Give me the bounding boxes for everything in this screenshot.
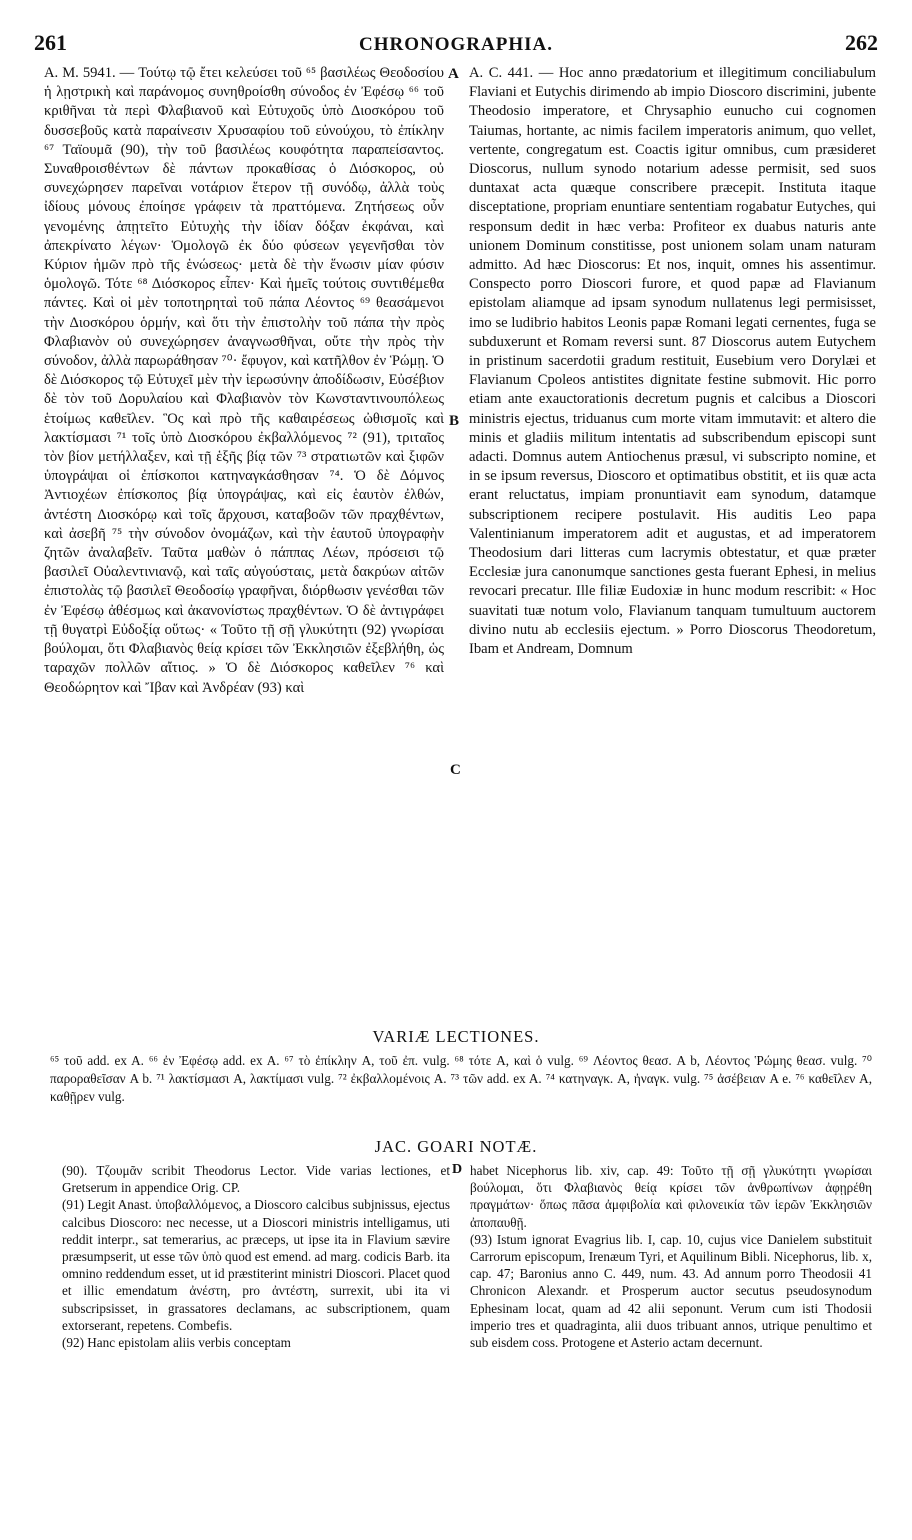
note-91: (91) Legit Anast. ὑποβαλλόμενος, a Dioscoro calcibus subjnissus, ejectus calcibus Dioscoro: nec necesse, ut a Dioscori ministris intelligamus, uti reddit interpr., sat temerarius, ac præceps, ut ipse ita in Flavium sævire præsumpserit, ut esse τῶν ὑπὸ quod est emend. ad marg. codicis Barb. ita omnino reddendum esset, ut id præstiterint ministri Dioscori. Placet quod et illic emendatum ἀνέστη, pro ἀντέστη, surrexit, ubi ita vi subscripsisset, in grassatores declamans, ac subscriptionem, quam extorserant, repetens. Combefis. [62,1197,450,1333]
margin-letter-d: D [452,1162,463,1177]
margin-letter-b: B [449,413,460,429]
note-92-continued: habet Nicephorus lib. xiv, cap. 49: Τοῦτο τῇ σῇ γλυκύτητι γνωρίσαι βούλομαι, ὅτι Φλαβιανὸς θείᾳ κρίσει τῶν ἀνθρωπίνων ἀφῃρέθη πραγμάτων· ὅπως πᾶσα ἀμφιβολία καὶ φιλονεικία τῶν ἱερῶν Ἐκκλησιῶν ἀποπαυθῇ. [470,1163,872,1230]
notes-right-column [470,1162,872,1351]
left-page-number: 261 [34,30,67,55]
right-page-number: 262 [844,30,878,55]
running-header [34,30,878,62]
latin-paragraph: A. C. 441. — Hoc anno prædatorium et illegitimum conciliabulum Flaviani et Eutychis dirimendo ab impio Dioscoro discrimini, jubente Theodosio imperatore, et Chrysaphio eunucho cui cognomen Taiumas, hortante, ac nimis facilem imperatoris animum, quo vellet, vertente, congregatum est. Coactis igitur omnibus, cum præsideret Dioscorus, nullum synodo notarium adesse permisit, sed suos duntaxat acta quæque conscribere præcepit. Instituta itaque disceptatione, propriam enuntiare sententiam rogabatur Eutyches, qui responsum dedit in hæc verba: Profiteor ex duabus naturis ante unionem Dominum constitisse, post unionem solam unam naturam admitto. Ad hæc Dioscorus: Et nos, inquit, omnes his assentimur. Conspecto porro Dioscori furore, et quod papæ ad Flavianum epistolam aliamque ad ipsam synodum nullatenus legi permisisset, imo se ludibrio habitos Leonis papæ Romani legati cernentes, fuga se subduxerunt et Romam reversi sunt. 87 Dioscorus autem Eutychem in pristinum sacerdotii gradum restituit, Eusebium vero Dorylæi et Flavianum Cpoleos antistites dignitate festine submovit. Hic porro etiam ante exauctorationis decretum pugnis et calcibus a Dioscori ministris ejectus, triduanus cum morte vitam immutavit: et altero die minis et gladiis militum intentatis ad subscribendum episcopi sunt adacti. Domnus autem Antiochenus præsul, vi subscripto nomine, et in se ipsum reversus, Dioscoro et optimatibus obstitit, et iis quæ acta erant reluctatus, impiam pronuntiavit eam synodum, datamque subscriptionem recipere postulavit. His auditis Leo papa Valentinianum imperatorem adit et augustas, et ad imperatorem Theodosium dari litteras cum lacrymis obtestatur, et quæ præter Ecclesiæ jura canonumque sanctiones gesta fuerant Ephesi, in melius revocari precatur. Ille filiæ Eudoxiæ in hunc modum rescribit: « Hoc suavitati tuæ notum volo, Flavianum tanquam tumultuum auctorem divino nutu ab ecclesiis ejectum. » Porro Dioscorus Theodoretum, Ibam et Andream, Domnum [469,65,876,658]
margin-letter-c: C [450,762,461,778]
notae-heading: JAC. GOARI NOTÆ. [374,1137,538,1156]
greek-paragraph: A. M. 5941. — Τούτῳ τῷ ἔτει κελεύσει τοῦ ⁶⁵ βασιλέως Θεοδοσίου ἡ λῃστρικὴ καὶ παράνομος συνηθροίσθη σύνοδος ἐν Ἐφέσῳ ⁶⁶ τοῦ κριθῆναι τὰ περὶ Φλαβιανοῦ καὶ Εὐτυχοῦς ὑπὸ Διοσκόρου τοῦ δυσσεβοῦς κατὰ παραίνεσιν Χρυσαφίου τοῦ εὐνούχου, τὸ ἐπίκλην ⁶⁷ Ταϊουμᾶ (90), τὴν τοῦ βασιλέως κουφότητα παραπείσαντος. Συναθροισθέντων δὲ πάντων προκαθίσας ὁ Διόσκορος, οὐ συνεχώρησεν παρεῖναι νοτάριον ἕτερον τῇ συνόδῳ, ἀλλὰ τοὺς ἰδίους μόνους ἐποίησε γράφειν τὰ πραττόμενα. Ζητήσεως οὖν γενομένης ἀπῃτεῖτο Εὐτυχὴς τὴν ἰδίαν δόξαν ἐκφάναι, καὶ ἀπεκρίνατο λέγων· Ὁμολογῶ ἐκ δύο φύσεων γεγενῆσθαι τὸν Κύριον ἡμῶν πρὸ τῆς ἑνώσεως· μετὰ δὲ τὴν ἕνωσιν μίαν φύσιν ὁμολογῶ. Τότε ⁶⁸ Διόσκορος εἶπεν· Καὶ ἡμεῖς τούτοις συντιθέμεθα πάντες. Καὶ οἱ μὲν τοποτηρηταὶ τοῦ πάπα Λέοντος ⁶⁹ θεασάμενοι τὴν Διοσκόρου ὁρμήν, καὶ ὅτι τὴν ἐπιστολὴν τοῦ πάπα τὴν πρὸς Φλαβιανὸν οὐ συνεχώρησεν ἀναγνωσθῆναι, οὔτε τὴν πρὸς τὴν σύνοδον, ἀλλὰ παρωράθησαν ⁷⁰· ἔφυγον, καὶ κατῆλθον ἐν Ῥώμῃ. Ὁ δὲ Διόσκορος τῷ Εὐτυχεῖ μὲν τὴν ἱερωσύνην ἀποδίδωσιν, Εὐσέβιον δὲ τὸν τοῦ Δορυλαίου καὶ Φλαβιανὸν τὸν Κωνσταντινουπόλεως ἑτοίμως καθεῖλεν. Ὃς καὶ πρὸ τῆς καθαιρέσεως ὠθισμοῖς καὶ λακτίσμασι ⁷¹ τοῖς ὑπὸ Διοσκόρου ἐκβαλλόμενος ⁷² (91), τριταῖος τὸν βίον μετήλλαξεν, καὶ τῇ ἑξῆς βίᾳ τῶν ⁷³ στρατιωτῶν καὶ ξιφῶν ὑπογράψαι οἱ ἐπίσκοποι κατηναγκάσθησαν ⁷⁴. Ὁ δὲ Δόμνος Ἀντιοχέων ἐπίσκοπος βίᾳ ὑπογράψας, καὶ εἰς ἑαυτὸν ἐλθών, ἀντέστη Διοσκόρῳ καὶ τοῖς ἄρχουσι, καταβοῶν τῶν πραχθέντων, καὶ ἀσεβῆ ⁷⁵ τὴν σύνοδον ὀνομάζων, καὶ τὴν ἑαυτοῦ ὑπογραφὴν ζητῶν ἀναλαβεῖν. Ταῦτα μαθὼν ὁ πάππας Λέων, πρόσεισι τῷ βασιλεῖ Οὐαλεντινιανῷ, καὶ ταῖς αὐγούσταις, μετὰ δακρύων αἰτῶν ἐπιστολὰς τῷ βασιλεῖ Θεοδοσίῳ γραφῆναι, διόρθωσιν γενέσθαι τῶν ἐν Ἐφέσῳ ἀθέσμως καὶ ἀκανονίστως πραχθέντων. Ὁ δὲ ἀντιγράφει τῇ θυγατρὶ Εὐδοξίᾳ οὕτως· « Τοῦτο τῇ σῇ γλυκύτητι (92) γνωρίσαι βούλομαι, ὅτι Φλαβιανὸς θείᾳ κρίσει τῶν Ἐκκλησιῶν ἐξεβλήθη, ὡς ταραχῶν πολλῶν αἴτιος. » Ὁ δὲ Διόσκορος καθεῖλεν ⁷⁶ καὶ Θεοδώρητον καὶ Ἴβαν καὶ Ἀνδρέαν (93) καὶ [44,65,444,696]
latin-text-column [469,64,876,659]
running-title: CHRONOGRAPHIA. [359,34,553,55]
note-92: (92) Hanc epistolam aliis verbis conceptam [62,1335,291,1351]
notes-left-column [62,1162,450,1351]
variae-lectiones-list: ⁶⁵ τοῦ add. ex A. ⁶⁶ ἐν Ἐφέσῳ add. ex A. ⁶⁷ τὸ ἐπίκλην A, τοῦ ἐπ. vulg. ⁶⁸ τότε A, καὶ ὁ vulg. ⁶⁹ Λέοντος θεασ. A b, Λέοντος Ῥώμης θεασ. vulg. ⁷⁰ παροραθεῖσαν A b. ⁷¹ λακτίσμασι A, λακτίμασι vulg. ⁷² ἐκβαλλομένοις A. ⁷³ τῶν add. ex A. ⁷⁴ κατηναγκ. A, ἠναγκ. vulg. ⁷⁵ ἀσέβειαν A e. ⁷⁶ καθεῖλεν A, καθῇρεν vulg. [50,1053,872,1104]
note-90: (90). Τζουμᾶν scribit Theodorus Lector. Vide varias lectiones, et Gretserum in appendice Orig. CP. [62,1163,450,1196]
note-93: (93) Istum ignorat Evagrius lib. I, cap. 10, cujus vice Danielem substituit Carrorum episcopum, Irenæum Tyri, et Aquilinum Bibli. Nicephorus, lib. x, cap. 47; Baronius anno C. 449, num. 43. Ad annum porro Theodosii 41 Chronicon Alexandr. et Prosperum auctor secutus pseudosynodum Ephesinam locat, quam ad 42 alii seponunt. Verum cum isti Thodosii imperio tres et quadraginta, alii duos tribuant annos, utrique penultimo et sub eisdem coss. Protogene et Asterio actam decernunt. [470,1231,872,1351]
variae-lectiones-heading: VARIÆ LECTIONES. [372,1027,540,1046]
greek-text-column [44,64,444,698]
margin-letter-a: A [448,66,459,82]
